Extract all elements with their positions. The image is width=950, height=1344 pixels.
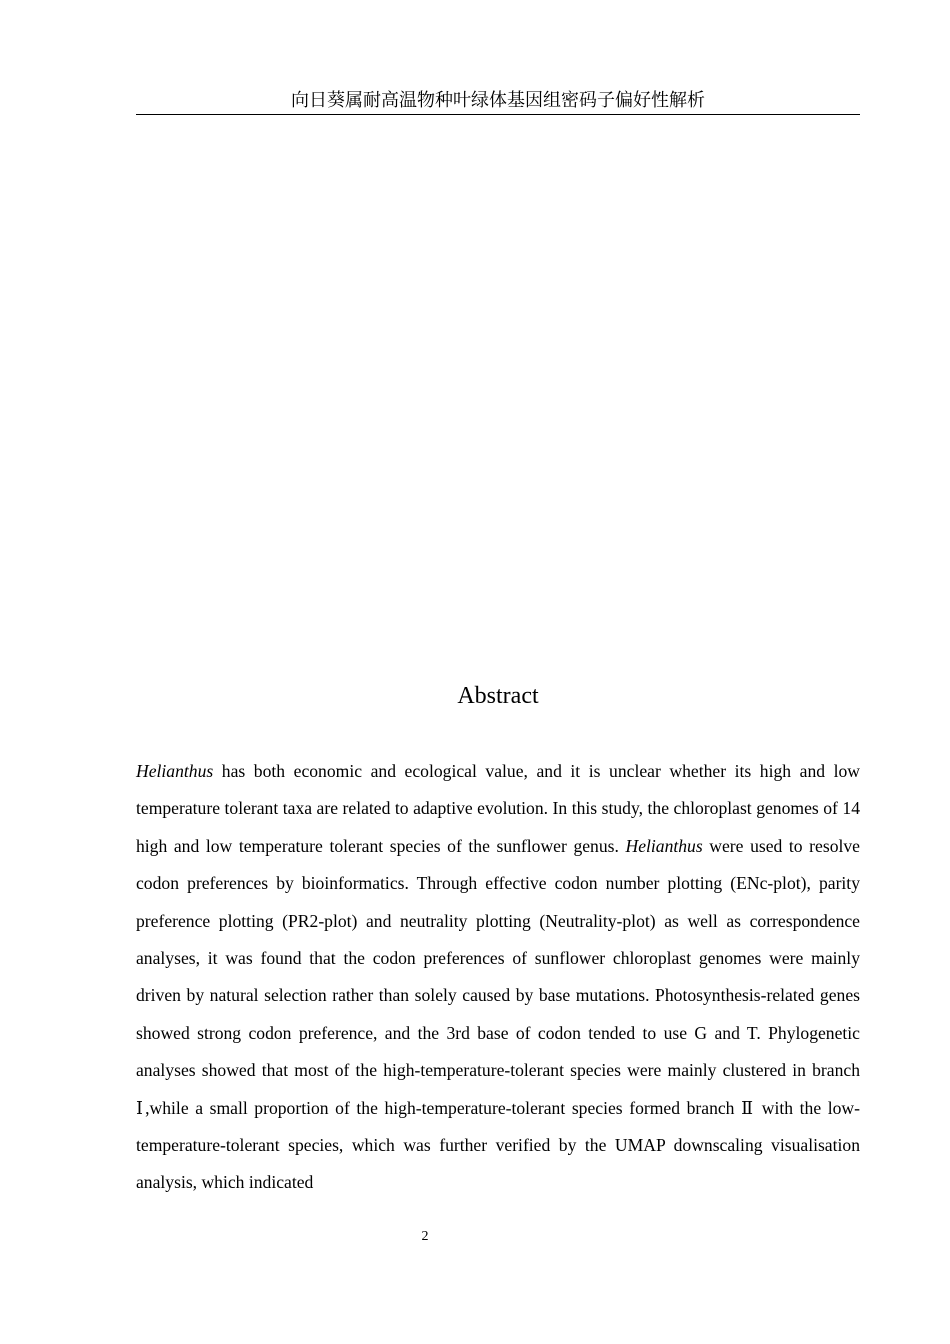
running-header bbox=[136, 88, 860, 115]
page-number: 2 bbox=[421, 1229, 429, 1244]
genus-name-italic: Helianthus bbox=[625, 835, 703, 856]
running-title: 向日葵属耐高温物种叶绿体基因组密码子偏好性解析 bbox=[291, 90, 705, 111]
abstract-body bbox=[136, 753, 860, 1202]
abstract-heading: Abstract bbox=[457, 683, 539, 709]
abstract-text-segment: has both economic and ecological value, and it is unclear whether its high and low temperature tolerant taxa are related to adaptive evolution. In this study, the chloroplast genomes of 14 high and low temperature tolerant species of the sunflower genus. bbox=[136, 761, 860, 856]
abstract-text-segment: were used to resolve codon preferences by bioinformatics. Through effective codon number plotting (ENc-plot), parity preference plotting (PR2-plot) and neutrality plotting (Neutrality-plot) as well as correspondence analyses, it was found that the codon preferences of sunflower chloroplast genomes were mainly driven by natural selection rather than solely caused by base mutations. Photosynthesis-related genes showed strong codon preference, and the 3rd base of codon tended to use G and T. Phylogenetic analyses showed that most of the high-temperature-tolerant species were mainly clustered in branch Ⅰ,while a small proportion of the high-temperature-tolerant species formed branch Ⅱ with the low-temperature-tolerant species, which was further verified by the UMAP downscaling visualisation analysis, which indicated bbox=[136, 835, 860, 1193]
genus-name-italic: Helianthus bbox=[136, 761, 214, 781]
